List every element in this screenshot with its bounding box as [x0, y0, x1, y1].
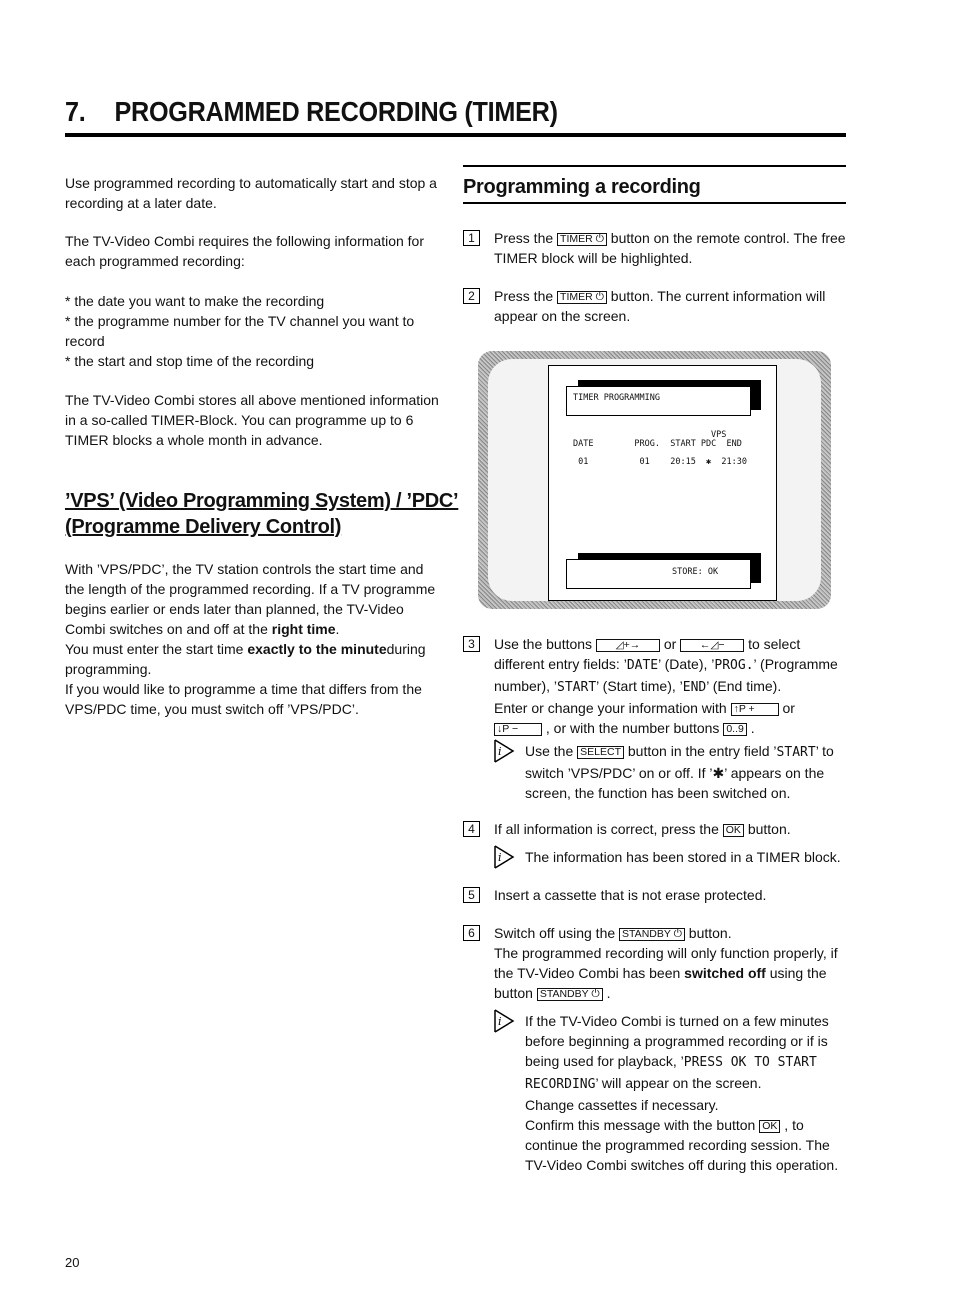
step-1-text: Press the TIMER ⏻ button on the remote control. The free TIMER block will be highlighted.	[494, 230, 846, 266]
section-rule-top	[463, 165, 846, 167]
svg-text:i: i	[498, 745, 502, 758]
vps-heading	[65, 488, 465, 540]
right-arrow-key: ◿+→	[596, 639, 660, 652]
ok-key: OK	[759, 1120, 780, 1133]
svg-text:i: i	[498, 851, 502, 864]
osd-store: STORE: OK	[672, 567, 719, 577]
vps-paragraph-3: If you would like to programme a time that differs from the VPS/PDC time, you must switch off ’VPS/PDC’.	[65, 681, 422, 717]
step-number-5: 5	[463, 887, 480, 903]
chapter-title	[65, 96, 558, 128]
timer-key: TIMER ⏻	[557, 291, 607, 304]
step-number-4: 4	[463, 821, 480, 837]
svg-text:i: i	[498, 1015, 502, 1028]
vps-text: With ’VPS/PDC’, the TV station controls the start time and the length of the programmed recording. If a TV programme begins earlier or ends later than planned, the TV-Video Combi switches on and off at the right time. You must enter the start time exactly to the minuteduring programming. If you would like to programme a time that differs from the VPS/PDC time, you must switch off ’VPS/PDC’.	[65, 561, 436, 717]
title-rule	[65, 133, 846, 137]
intro-bullet-date: * the date you want to make the recording	[65, 293, 325, 309]
section-rule-bottom	[463, 202, 846, 204]
step-6-text: Switch off using the STANDBY ⏻ button. The programmed recording will only function properly, if the TV-Video Combi has been switched off using the button STANDBY ⏻ .	[494, 925, 838, 1001]
step-number-3: 3	[463, 636, 480, 652]
step-4-tip: The information has been stored in a TIMER block.	[525, 849, 841, 865]
chapter-number: 7.	[65, 96, 86, 127]
info-tip-icon	[493, 845, 515, 869]
intro-bullet-time: * the start and stop time of the recording	[65, 353, 315, 369]
vps-heading-line1: ’VPS’ (Video Programming System) / ’PDC’	[65, 490, 459, 512]
osd-title: TIMER PROGRAMMING	[573, 393, 660, 403]
tv-screen-illustration	[478, 351, 831, 609]
osd-vps-label: VPS	[711, 430, 727, 440]
vps-heading-line2: (Programme Delivery Control)	[65, 516, 342, 538]
intro-paragraph-3: The TV-Video Combi stores all above mentioned information in a so-called TIMER-Block. You can programme up to 6 TIMER blocks a whole month in advance.	[65, 392, 439, 448]
step-2-text: Press the TIMER ⏻ button. The current information will appear on the screen.	[494, 288, 826, 324]
info-tip-icon	[493, 1009, 515, 1033]
info-tip-icon	[493, 739, 515, 763]
intro-bullet-programme: * the programme number for the TV channel you want to record	[65, 313, 415, 349]
vps-right-time: right time	[271, 621, 336, 637]
left-arrow-key: ←◿−	[680, 639, 744, 652]
step-number-2: 2	[463, 288, 480, 304]
step-number-1: 1	[463, 230, 480, 246]
vps-paragraph-1: With ’VPS/PDC’, the TV station controls the start time and the length of the programmed recording. If a TV programme begins earlier or ends later than planned, the TV-Video Combi switches on and off at the	[65, 561, 436, 637]
ok-key: OK	[723, 824, 744, 837]
page-number: 20	[65, 1255, 80, 1270]
intro-paragraph-1: Use programmed recording to automatically start and stop a recording at a later date.	[65, 175, 437, 211]
step-4-text: If all information is correct, press the OK button.	[494, 821, 791, 837]
timer-key: TIMER ⏻	[557, 233, 607, 246]
switched-off-emphasis: switched off	[684, 965, 766, 981]
step-3-text: Use the buttons ◿+→ or ←◿− to select different entry fields: ’DATE’ (Date), ’PROG.’ (Programme number), ’START’ (Start time), ’END’ (End time). Enter or change your information with ↑P + or ↓P − , or with the number buttons 0..9 .	[494, 636, 838, 736]
step-3-tip: Use the SELECT button in the entry field ’START’ to switch ’VPS/PDC’ on or off. If ’✱’ appears on the screen, the function has been switched on.	[525, 743, 834, 801]
osd-store-bar	[566, 559, 751, 589]
select-key: SELECT	[577, 746, 624, 759]
osd-column-headers: DATE PROG. START PDC END	[573, 439, 742, 449]
osd-values: 01 01 20:15 ✱ 21:30	[573, 457, 747, 467]
timer-osd	[548, 365, 777, 601]
step-number-6: 6	[463, 925, 480, 941]
intro-paragraph-2: The TV-Video Combi requires the following information for each programmed recording:	[65, 233, 424, 269]
step-6-tip: If the TV-Video Combi is turned on a few minutes before beginning a programmed recording or if is being used for playback, ’PRESS OK TO START RECORDING’ will appear on the screen. Change cassettes if necessary. Confirm this message with the button OK , to continue the programmed recording session. The TV-Video Combi switches off during this operation.	[525, 1013, 839, 1173]
vps-paragraph-2: You must enter the start time	[65, 641, 248, 657]
chapter-title-text: PROGRAMMED RECORDING (TIMER)	[114, 96, 558, 127]
standby-key: STANDBY ⏻	[619, 928, 685, 941]
p-minus-key: ↓P −	[494, 723, 542, 736]
tv-screen	[488, 359, 821, 601]
vps-exact-minute: exactly to the minute	[247, 641, 387, 657]
step-5-text: Insert a cassette that is not erase protected.	[494, 887, 767, 903]
programming-heading: Programming a recording	[463, 176, 701, 198]
p-plus-key: ↑P +	[731, 703, 779, 716]
standby-key: STANDBY ⏻	[537, 988, 603, 1001]
number-keys: 0..9	[723, 723, 747, 736]
